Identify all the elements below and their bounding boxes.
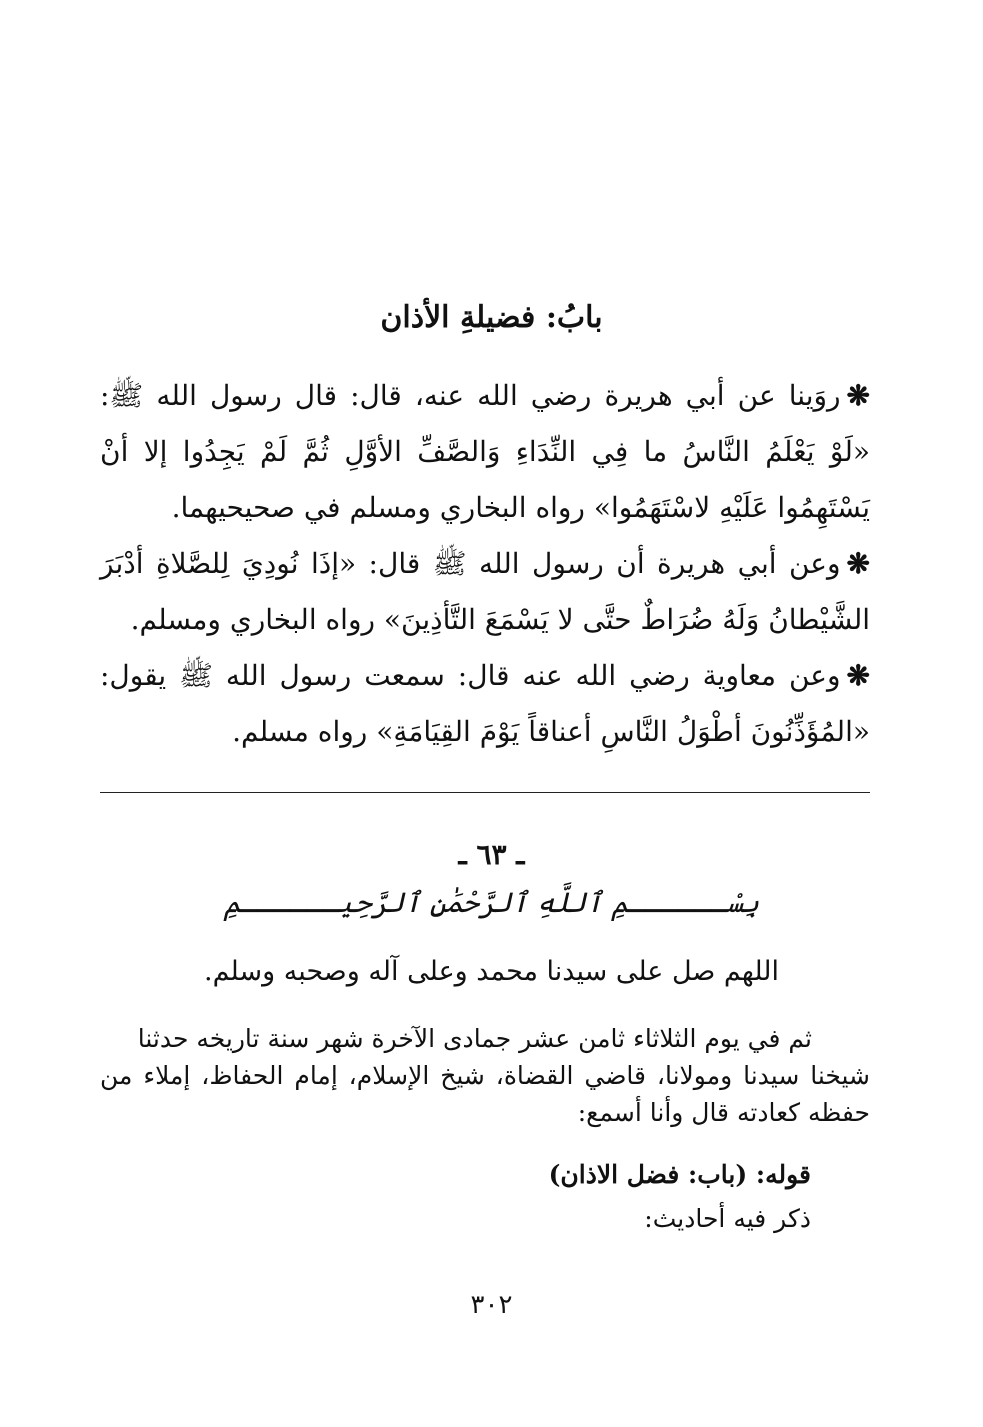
hadith-paragraph-2 bbox=[100, 536, 870, 648]
chapter-title: بابُ: فضيلةِ الأذان bbox=[380, 300, 603, 335]
dhakara-line: ذكر فيه أحاديث: bbox=[644, 1204, 811, 1233]
hadith-paragraph-1 bbox=[100, 368, 870, 536]
section-page-number: ـ ٦٣ ـ bbox=[458, 838, 525, 871]
hadith-text: وعن أبي هريرة أن رسول الله ﷺ قال: «إذَا نُودِيَ لِلصَّلاةِ أدْبَرَ الشَّيْطانُ وَلَهُ ضُرَاطٌ حتَّى لا يَسْمَعَ التَّأذِينَ» رواه البخاري ومسلم. bbox=[100, 547, 870, 636]
section-divider bbox=[100, 792, 870, 793]
star-marker-icon: ❋ bbox=[846, 379, 870, 412]
hadith-paragraph-3 bbox=[100, 648, 870, 760]
hadith-text: وعن معاوية رضي الله عنه قال: سمعت رسول الله ﷺ يقول: «المُؤَذِّنُونَ أطْوَلُ النَّاسِ أعناقاً يَوْمَ القِيَامَةِ» رواه مسلم. bbox=[100, 659, 870, 748]
intro-paragraph: شيخنا سيدنا ومولانا، قاضي القضاة، شيخ الإسلام، إمام الحفاظ، إملاء من حفظه كعادته قال وأنا أسمع: bbox=[100, 1061, 870, 1127]
intro-line-1: ثم في يوم الثلاثاء ثامن عشر جمادى الآخرة شهر سنة تاريخه حدثنا bbox=[137, 1024, 812, 1053]
page-number: ٣٠٢ bbox=[470, 1290, 513, 1320]
star-marker-icon: ❋ bbox=[846, 547, 870, 580]
star-marker-icon: ❋ bbox=[846, 659, 870, 692]
basmala: بِسْــــــمِ ٱللَّهِ ٱلرَّحْمَٰنِ ٱلرَّحِيــــــمِ bbox=[223, 886, 760, 919]
hadith-text: روَينا عن أبي هريرة رضي الله عنه، قال: قال رسول الله ﷺ: «لَوْ يَعْلَمُ النَّاسُ ما فِي النِّدَاءِ وَالصَّفِّ الأوَّلِ ثُمَّ لَمْ يَجِدُوا إلا أنْ يَسْتَهِمُوا عَلَيْهِ لاسْتَهَمُوا» رواه البخاري ومسلم في صحيحيهما. bbox=[100, 379, 870, 524]
salat-line: اللهم صل على سيدنا محمد وعلى آله وصحبه وسلم. bbox=[204, 956, 779, 987]
qawluhu-line: قوله: (باب: فضل الاذان) bbox=[548, 1160, 811, 1189]
